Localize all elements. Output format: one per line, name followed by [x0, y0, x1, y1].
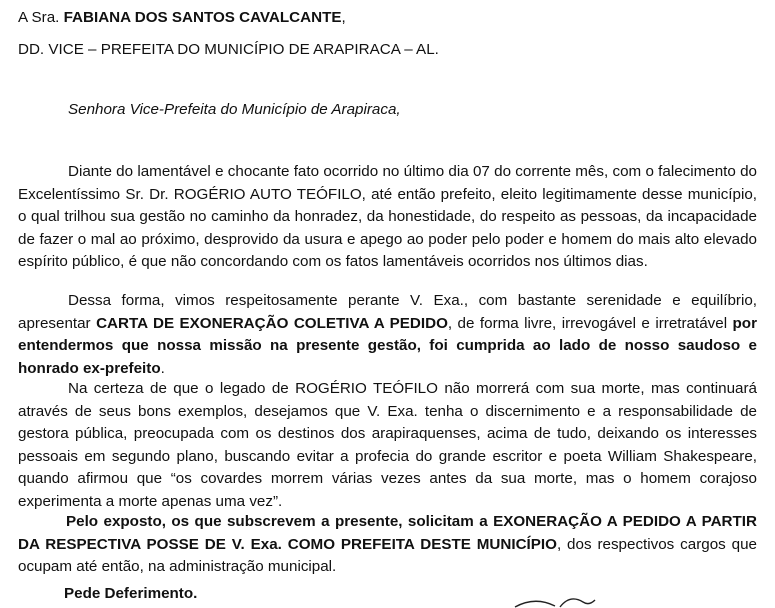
paragraph-2-bold-2: por entendermos que nossa missão na presente gestão, foi cumprida ao lado de nosso saudoso e honrado ex-prefeito	[18, 314, 757, 377]
paragraph-2	[18, 290, 757, 380]
paragraph-2-bold-1: CARTA DE EXONERAÇÃO COLETIVA A PEDIDO	[96, 314, 448, 332]
recipient-line	[18, 7, 346, 30]
paragraph-2-text-1: Dessa forma, vimos respeitosamente perante V. Exa., com bastante serenidade e equilíbrio, apresentar	[18, 292, 757, 332]
salutation: Senhora Vice-Prefeita do Município de Arapiraca,	[68, 101, 401, 118]
paragraph-4-bold: Pelo exposto, os que subscrevem a presente, solicitam a EXONERAÇÃO A PEDIDO A PARTIR DA RESPECTIVA POSSE DE V. Exa. COMO PREFEITA DESTE MUNICÍPIO	[18, 513, 757, 553]
recipient-suffix: ,	[341, 9, 346, 26]
paragraph-1: Diante do lamentável e chocante fato ocorrido no último dia 07 do corrente mês, com o falecimento do Excelentíssimo Sr. Dr. ROGÉRIO AUTO TEÓFILO, até então prefeito, eleito legitimamente desse município, o qual trilhou sua gestão no caminho da honradez, da honestidade, do respeito as pessoas, da incapacidade de fazer o mal ao próximo, desprovido da usura e apego ao poder pelo poder e homem do mais alto elevado espírito público, é que não concordando com os fatos lamentáveis ocorridos nos últimos dias.	[18, 163, 757, 270]
recipient-name: FABIANA DOS SANTOS CAVALCANTE	[63, 9, 342, 26]
recipient-title: DD. VICE – PREFEITA DO MUNICÍPIO DE ARAPIRACA – AL.	[18, 41, 439, 58]
recipient-prefix: A Sra.	[18, 9, 60, 26]
closing: Pede Deferimento.	[64, 585, 198, 602]
paragraph-2-text-3: .	[160, 359, 165, 377]
paragraph-4-text: , dos respectivos cargos que ocupam até então, na administração municipal.	[18, 535, 757, 575]
paragraph-3: Na certeza de que o legado de ROGÉRIO TEÓFILO não morrerá com sua morte, mas continuará através de seus bons exemplos, desejamos que V. Exa. tenha o discernimento e a responsabilidade de gestora pública, preocupada com os destinos dos arapiraquenses, acima de tudo, deixando os interesses pessoais em segundo plano, buscando evitar a profecia do grande escritor e poeta William Shakespeare, quando afirmou que “os covardes morrem várias vezes antes da sua morte, mas o homem corajoso experimenta a morte apenas uma vez”.	[18, 380, 757, 510]
paragraph-4	[18, 511, 757, 579]
paragraph-2-text-2: , de forma livre, irrevogável e irretratável	[447, 314, 733, 332]
